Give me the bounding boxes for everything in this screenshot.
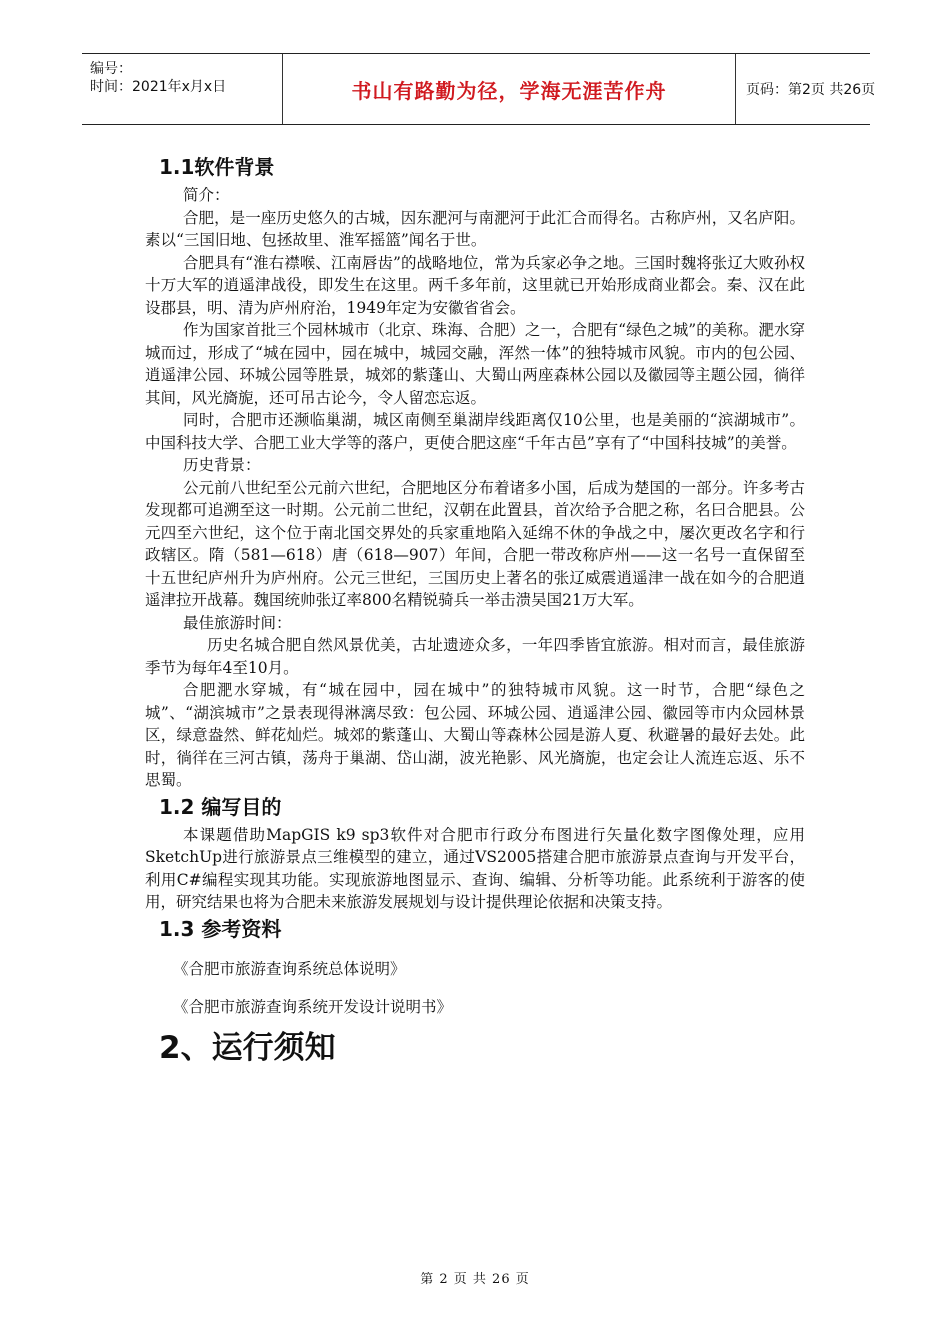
paragraph: 公元前八世纪至公元前六世纪，合肥地区分布着诸多小国，后成为楚国的一部分。许多考古发现都可追溯至这一时期。公元前二世纪，汉朝在此置县，首次给予合肥之称，名曰合肥县。公元四至六世纪，这个位于南北国交界处的兵家重地陷入延绵不休的争战之中，屡次更改名字和行政辖区。隋（581—618）唐（618—907）年间，合肥一带改称庐州——这一名号一直保留至十五世纪庐州升为庐州府。公元三世纪，三国历史上著名的张辽威震逍遥津一战在如今的合肥逍遥津拉开战幕。魏国统帅张辽率800名精锐骑兵一举击溃吴国21万大军。 <box>145 478 805 609</box>
section-title-1-2: 1.2 编写目的 <box>159 794 282 819</box>
reference-item: 《合肥市旅游查询系统开发设计说明书》 <box>173 997 453 1016</box>
paragraph: 历史名城合肥自然风景优美，古址遗迹众多，一年四季皆宜旅游。相对而言，最佳旅游季节为每年4至10月。 <box>145 636 805 677</box>
history-label: 历史背景： <box>183 456 261 474</box>
header-motto-cell <box>282 54 736 124</box>
paragraph: 本课题借助MapGIS k9 sp3软件对合肥市行政分布图进行矢量化数字图像处理，应用SketchUp进行旅游景点三维模型的建立，通过VS2005搭建合肥市旅游景点查询与开发平台，利用C#编程实现其功能。实现旅游地图显示、查询、编辑、分析等功能。此系统利于游客的使用，研究结果也将为合肥未来旅游发展规划与设计提供理论依据和决策支持。 <box>145 825 805 911</box>
section-title-1-1: 1.1软件背景 <box>159 155 275 179</box>
best-time-label: 最佳旅游时间： <box>183 613 292 632</box>
header-meta <box>82 54 282 124</box>
document-number-label: 编号： <box>90 61 132 77</box>
paragraph: 合肥，是一座历史悠久的古城，因东淝河与南淝河于此汇合而得名。古称庐州，又名庐阳。素以“三国旧地、包拯故里、淮军摇篮”闻名于世。 <box>145 208 805 249</box>
intro-label: 简介： <box>183 186 230 204</box>
paragraph: 合肥淝水穿城，有“城在园中，园在城中”的独特城市风貌。这一时节，合肥“绿色之城”、“湖滨城市”之景表现得淋漓尽致：包公园、环城公园、逍遥津公园、徽园等市内众园林景区，绿意盎然、鲜花灿烂。城郊的紫蓬山、大蜀山等森林公园是游人夏、秋避暑的最好去处。此时，徜徉在三河古镇，荡舟于巢湖、岱山湖，波光艳影、风光旖旎，也定会让人流连忘返、乐不思蜀。 <box>145 681 805 789</box>
page-header <box>82 53 876 125</box>
document-time-label: 时间：2021年x月x日 <box>90 79 227 95</box>
header-page-info: 页码：第2页 共26页 <box>746 82 876 98</box>
paragraph: 合肥具有“淮右襟喉、江南唇齿”的战略地位，常为兵家必争之地。三国时魏将张辽大败孙权十万大军的逍遥津战役，即发生在这里。两千多年前，这里就已开始形成商业都会。秦、汉在此设郡县，明、清为庐州府治，1949年定为安徽省省会。 <box>145 253 805 317</box>
section-title-2: 2、运行须知 <box>159 1029 336 1066</box>
section-title-1-3: 1.3 参考资料 <box>159 916 282 941</box>
page-footer: 第 2 页 共 26 页 <box>420 1272 530 1287</box>
paragraph: 作为国家首批三个园林城市（北京、珠海、合肥）之一，合肥有“绿色之城”的美称。淝水穿城而过，形成了“城在园中，园在城中，城园交融，浑然一体”的独特城市风貌。市内的包公园、逍遥津公园、环城公园等胜景，城郊的紫蓬山、大蜀山两座森林公园以及徽园等主题公园，徜徉其间，风光旖旎，还可吊古论今，令人留恋忘返。 <box>145 321 805 407</box>
header-motto: 书山有路勤为径，学海无涯苦作舟 <box>351 78 667 103</box>
document-body <box>145 152 805 1068</box>
paragraph: 同时，合肥市还濒临巢湖，城区南侧至巢湖岸线距离仅10公里，也是美丽的“滨湖城市”。中国科技大学、合肥工业大学等的落户，更使合肥这座“千年古邑”享有了“中国科技城”的美誉。 <box>145 411 805 452</box>
reference-item: 《合肥市旅游查询系统总体说明》 <box>173 959 406 978</box>
